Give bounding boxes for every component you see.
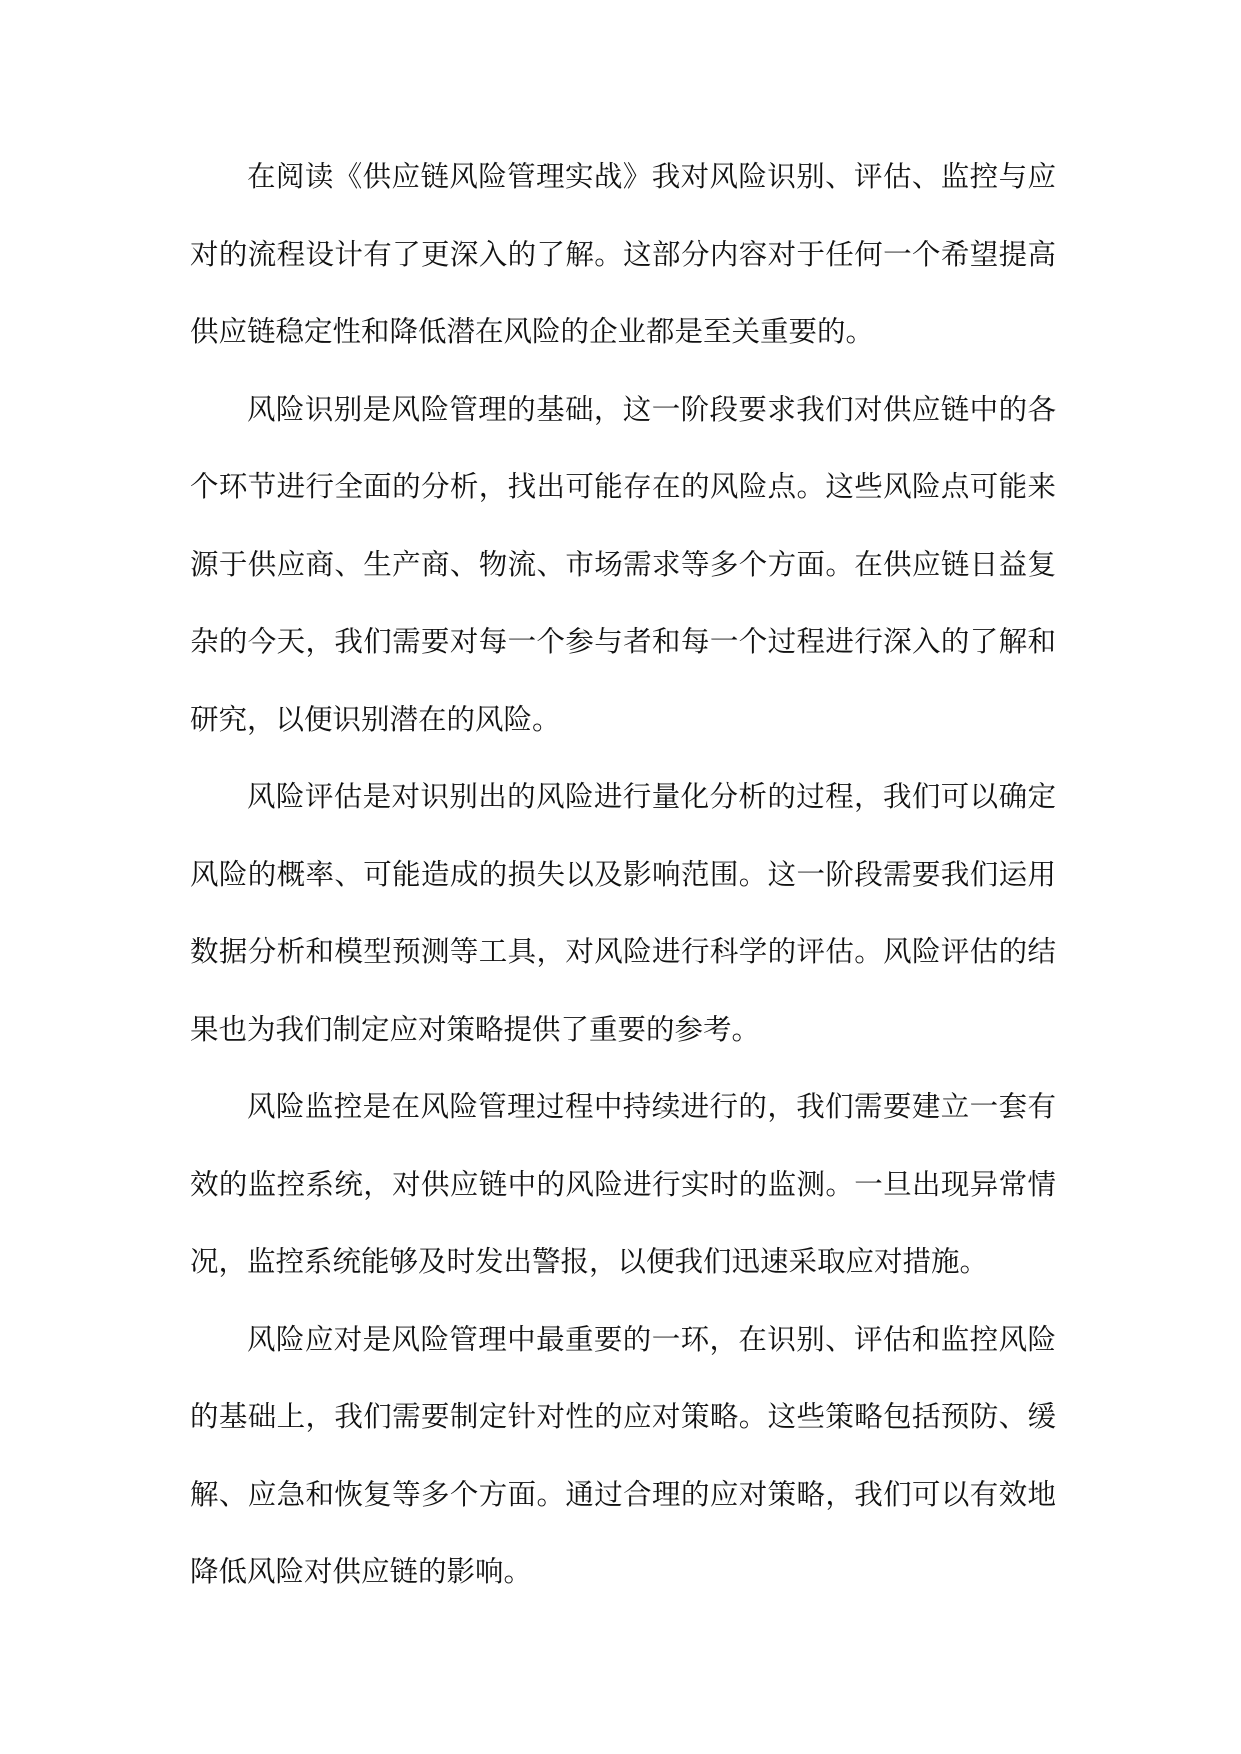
paragraph-risk-assessment: 风险评估是对识别出的风险进行量化分析的过程，我们可以确定风险的概率、可能造成的损失以及影响范围。这一阶段需要我们运用数据分析和模型预测等工具，对风险进行科学的评估。风险评估的结果也为我们制定应对策略提供了重要的参考。 xyxy=(190,780,1056,1046)
paragraph-intro: 在阅读《供应链风险管理实战》我对风险识别、评估、监控与应对的流程设计有了更深入的了解。这部分内容对于任何一个希望提高供应链稳定性和降低潜在风险的企业都是至关重要的。 xyxy=(190,160,1056,348)
paragraph-risk-monitoring: 风险监控是在风险管理过程中持续进行的，我们需要建立一套有效的监控系统，对供应链中的风险进行实时的监测。一旦出现异常情况，监控系统能够及时发出警报，以便我们迅速采取应对措施。 xyxy=(190,1090,1056,1278)
paragraph-risk-identification: 风险识别是风险管理的基础，这一阶段要求我们对供应链中的各个环节进行全面的分析，找出可能存在的风险点。这些风险点可能来源于供应商、生产商、物流、市场需求等多个方面。在供应链日益复杂的今天，我们需要对每一个参与者和每一个过程进行深入的了解和研究，以便识别潜在的风险。 xyxy=(190,392,1056,736)
paragraph-risk-response: 风险应对是风险管理中最重要的一环，在识别、评估和监控风险的基础上，我们需要制定针对性的应对策略。这些策略包括预防、缓解、应急和恢复等多个方面。通过合理的应对策略，我们可以有效地降低风险对供应链的影响。 xyxy=(190,1322,1056,1588)
document-body xyxy=(190,138,1056,1611)
